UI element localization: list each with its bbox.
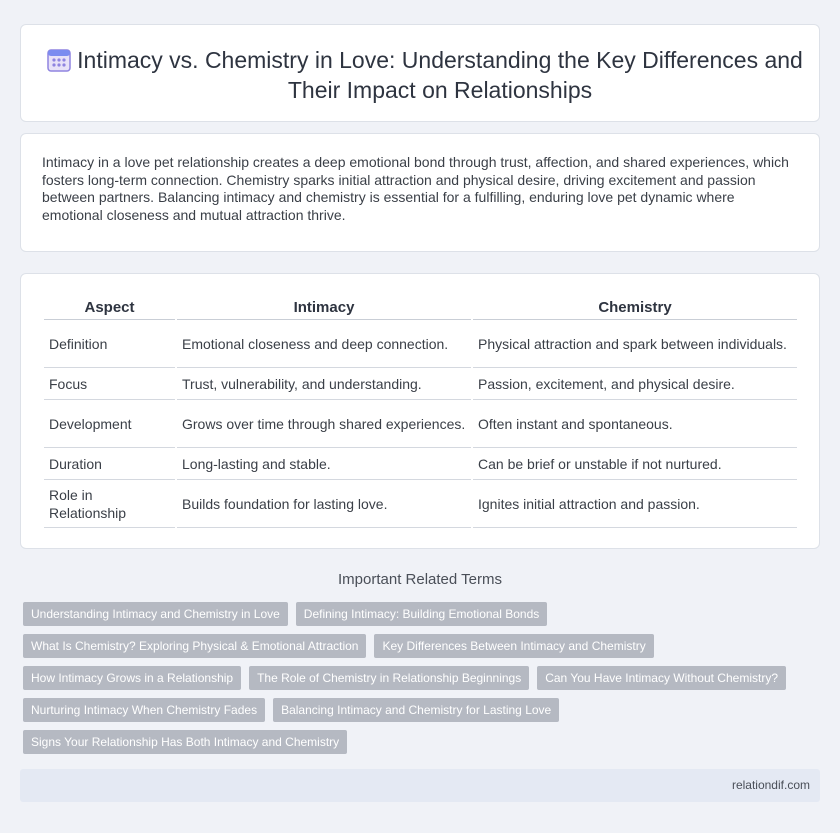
table-cell: Passion, excitement, and physical desire.	[473, 368, 797, 400]
table-row	[44, 368, 797, 400]
related-term-link[interactable]: Balancing Intimacy and Chemistry for Lasting Love	[273, 698, 559, 722]
page-title: Intimacy vs. Chemistry in Love: Understanding the Key Differences and Their Impact on Relationships	[77, 47, 803, 103]
footer	[20, 769, 820, 802]
table-cell: Role in Relationship	[44, 480, 175, 528]
table-row	[44, 480, 797, 528]
table-cell: Definition	[44, 320, 175, 368]
summary-text: Intimacy in a love pet relationship creates a deep emotional bond through trust, affection, and shared experiences, which fosters long-term connection. Chemistry sparks initial attraction and physical desire, driving excitement and passion between partners. Balancing intimacy and chemistry is essential for a fulfilling, enduring love pet dynamic where emotional closeness and mutual attraction thrive.	[42, 154, 789, 223]
related-term-link[interactable]: The Role of Chemistry in Relationship Beginnings	[249, 666, 529, 690]
related-term-link[interactable]: How Intimacy Grows in a Relationship	[23, 666, 241, 690]
header-card	[20, 24, 820, 122]
site-name[interactable]: relationdif.com	[731, 778, 810, 792]
table-cell: Physical attraction and spark between individuals.	[473, 320, 797, 368]
related-term-link[interactable]: Signs Your Relationship Has Both Intimacy and Chemistry	[23, 730, 347, 754]
related-term-link[interactable]: Understanding Intimacy and Chemistry in Love	[23, 602, 288, 626]
table-row	[44, 320, 797, 368]
related-terms-title: Important Related Terms	[338, 571, 502, 588]
header-intimacy: Intimacy	[177, 296, 471, 320]
table-row	[44, 448, 797, 480]
table-cell: Trust, vulnerability, and understanding.	[177, 368, 471, 400]
comparison-table	[42, 296, 799, 528]
comparison-table-card	[20, 273, 820, 549]
table-cell: Long-lasting and stable.	[177, 448, 471, 480]
related-term-link[interactable]: What Is Chemistry? Exploring Physical & Emotional Attraction	[23, 634, 366, 658]
table-header-row	[44, 296, 797, 320]
related-term-link[interactable]: Can You Have Intimacy Without Chemistry?	[537, 666, 786, 690]
table-cell: Ignites initial attraction and passion.	[473, 480, 797, 528]
table-cell: Focus	[44, 368, 175, 400]
header-aspect: Aspect	[44, 296, 175, 320]
table-cell: Emotional closeness and deep connection.	[177, 320, 471, 368]
table-cell: Grows over time through shared experiences.	[177, 400, 471, 448]
related-term-link[interactable]: Nurturing Intimacy When Chemistry Fades	[23, 698, 265, 722]
table-cell: Often instant and spontaneous.	[473, 400, 797, 448]
table-row	[44, 400, 797, 448]
table-cell: Development	[44, 400, 175, 448]
table-cell: Can be brief or unstable if not nurtured.	[473, 448, 797, 480]
header-chemistry: Chemistry	[473, 296, 797, 320]
related-terms-list	[23, 602, 813, 762]
related-term-link[interactable]: Key Differences Between Intimacy and Chemistry	[374, 634, 653, 658]
summary-card	[20, 133, 820, 252]
table-cell: Builds foundation for lasting love.	[177, 480, 471, 528]
table-cell: Duration	[44, 448, 175, 480]
related-term-link[interactable]: Defining Intimacy: Building Emotional Bonds	[296, 602, 547, 626]
